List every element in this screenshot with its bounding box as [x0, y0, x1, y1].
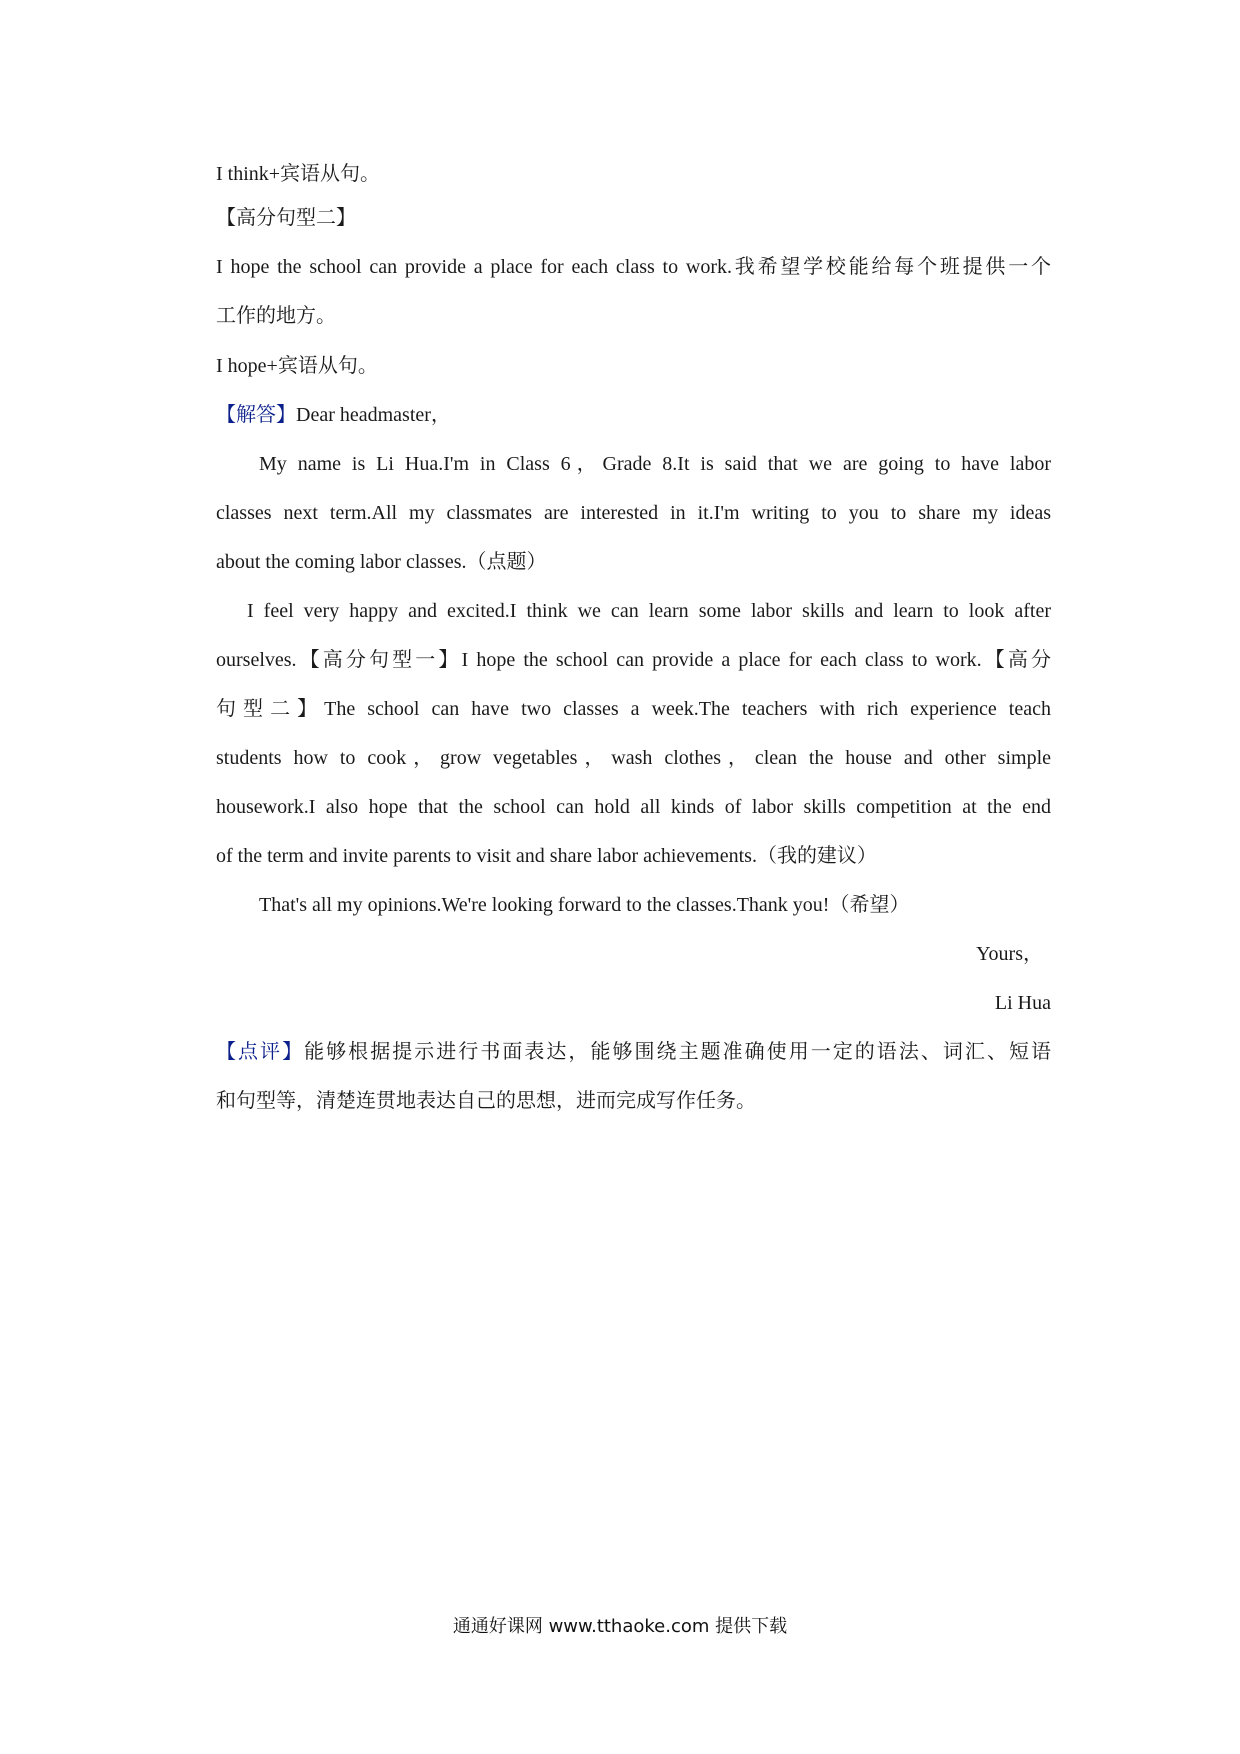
text-line: I hope+宾语从句。	[216, 355, 378, 377]
text-line: about the coming labor classes.（点题）	[216, 551, 547, 573]
section-heading: 【高分句型二】	[216, 207, 356, 229]
text-line: classes next term.All my classmates are interested in it.I'm writing to you to share my ideas	[216, 502, 1051, 524]
text-line: students how to cook，grow vegetables，wash clothes，clean the house and other simple	[216, 747, 1051, 769]
comment-tag: 【点评】	[216, 1041, 305, 1063]
comment-line: 【点评】能够根据提示进行书面表达，能够围绕主题准确使用一定的语法、词汇、短语	[216, 1041, 1052, 1063]
text-line: I feel very happy and excited.I think we can learn some labor skills and learn to look after	[247, 600, 1051, 622]
text-line: I hope the school can provide a place for each class to work.我希望学校能给每个班提供一个	[216, 256, 1051, 278]
text-line: I think+宾语从句。	[216, 163, 381, 185]
text-line: 工作的地方。	[216, 305, 336, 327]
text-line: 句型二】The school can have two classes a week.The teachers with rich experience teach	[216, 698, 1051, 720]
text-line: That's all my opinions.We're looking forward to the classes.Thank you!（希望）	[259, 894, 910, 916]
answer-tag: 【解答】	[216, 404, 296, 426]
text-line: 和句型等，清楚连贯地表达自己的思想，进而完成写作任务。	[216, 1090, 756, 1112]
closing: Yours，	[976, 943, 1043, 965]
text-line: My name is Li Hua.I'm in Class 6，Grade 8.It is said that we are going to have labor	[259, 453, 1051, 475]
answer-line	[216, 401, 1051, 429]
text-line: housework.I also hope that the school can hold all kinds of labor skills competition at the end	[216, 796, 1051, 818]
signature: Li Hua	[994, 992, 1051, 1014]
footer-text: 通通好课网 www.tthaoke.com 提供下载	[452, 1616, 788, 1637]
text-line: of the term and invite parents to visit and share labor achievements.（我的建议）	[216, 845, 877, 867]
text-line: ourselves.【高分句型一】I hope the school can provide a place for each class to work.【高分	[216, 649, 1051, 671]
salutation: Dear headmaster，	[296, 404, 451, 426]
